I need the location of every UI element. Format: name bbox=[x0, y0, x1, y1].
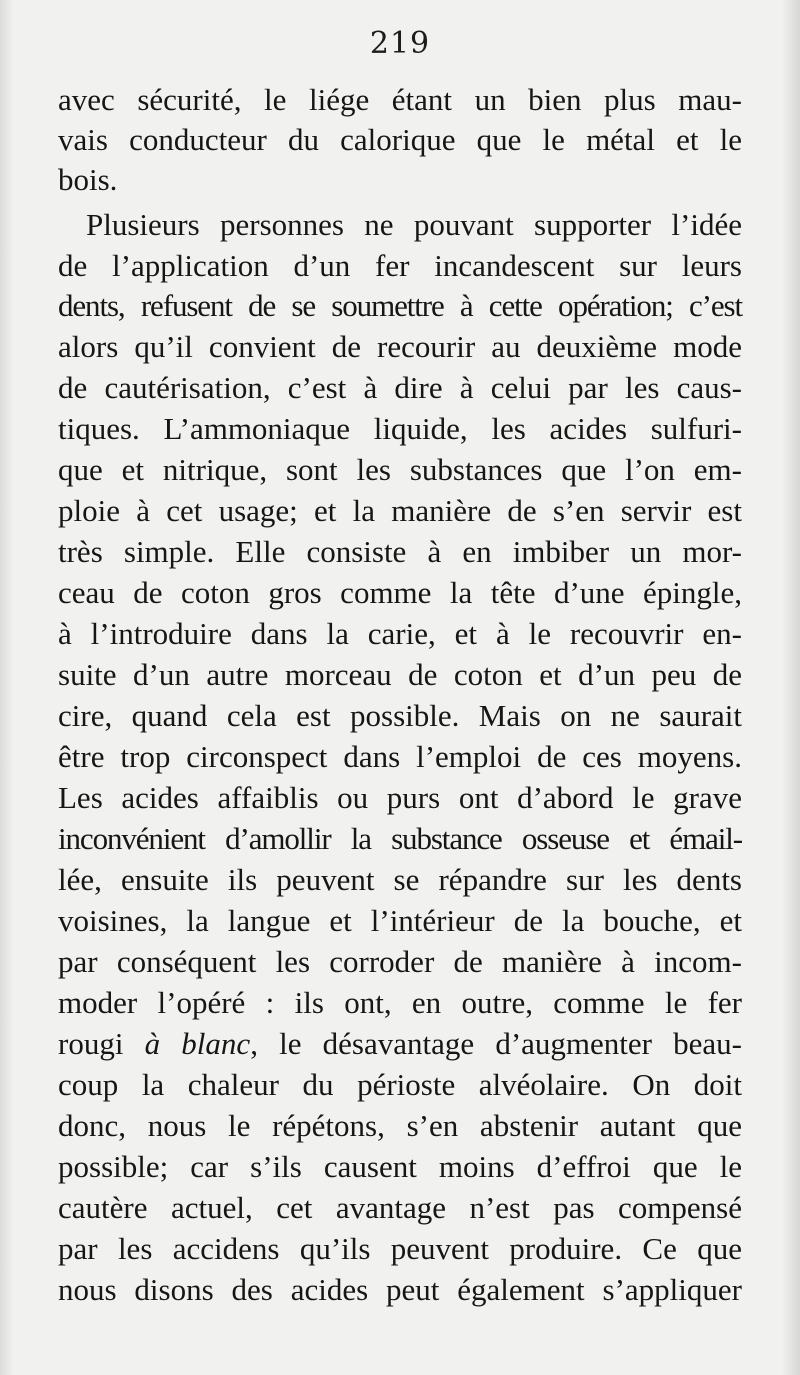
text-line: Les acides affaiblis ou purs ont d’abord le grave bbox=[58, 780, 742, 815]
text-line: coup la chaleur du périoste alvéolaire. On doit bbox=[58, 1067, 742, 1102]
text-segment: , le désavantage d’augmenter beau- bbox=[250, 1026, 743, 1061]
text-line: avec sécurité, le liége étant un bien plus mau- bbox=[58, 82, 742, 117]
text-line: être trop circonspect dans l’emploi de ces moyens. bbox=[58, 739, 742, 774]
text-line: par les accidens qu’ils peuvent produire. Ce que bbox=[58, 1231, 742, 1266]
text-line: tiques. L’ammoniaque liquide, les acides sulfuri- bbox=[58, 411, 742, 446]
text-line: cautère actuel, cet avantage n’est pas compensé bbox=[58, 1190, 742, 1225]
text-line: de cautérisation, c’est à dire à celui par les caus- bbox=[58, 370, 742, 405]
text-line: donc, nous le répétons, s’en abstenir autant que bbox=[58, 1108, 742, 1143]
text-segment: rougi bbox=[58, 1026, 145, 1061]
page-edge-left bbox=[0, 0, 14, 1375]
text-line: nous disons des acides peut également s’appliquer bbox=[58, 1272, 742, 1307]
page-number: 219 bbox=[369, 26, 431, 61]
text-line: très simple. Elle consiste à en imbiber un mor- bbox=[58, 534, 742, 569]
text-line: ceau de coton gros comme la tête d’une épingle, bbox=[58, 575, 742, 610]
text-line: suite d’un autre morceau de coton et d’un peu de bbox=[58, 657, 742, 692]
text-line bbox=[58, 1022, 742, 1066]
text-line: lée, ensuite ils peuvent se répandre sur les dents bbox=[58, 862, 742, 897]
page-edge-right bbox=[782, 0, 800, 1375]
italic-phrase: à blanc bbox=[144, 1026, 251, 1061]
text-line: voisines, la langue et l’intérieur de la bouche, et bbox=[58, 903, 742, 938]
text-line: que et nitrique, sont les substances que l’on em- bbox=[58, 452, 742, 487]
text-line: de l’application d’un fer incandescent sur leurs bbox=[58, 248, 742, 283]
text-line: inconvénient d’amollir la substance osseuse et émail- bbox=[58, 821, 742, 856]
text-line: moder l’opéré : ils ont, en outre, comme le fer bbox=[58, 985, 742, 1020]
text-line: à l’introduire dans la carie, et à le recouvrir en- bbox=[58, 616, 742, 651]
text-line: dents, refusent de se soumettre à cette opération; c’est bbox=[58, 288, 742, 323]
text-line: par conséquent les corroder de manière à incom- bbox=[58, 944, 742, 979]
text-line: vais conducteur du calorique que le métal et le bbox=[58, 122, 742, 157]
paragraph-first-line: Plusieurs personnes ne pouvant supporter l’idée bbox=[86, 207, 742, 242]
text-line: possible; car s’ils causent moins d’effroi que le bbox=[58, 1149, 742, 1184]
text-line: ploie à cet usage; et la manière de s’en servir est bbox=[58, 493, 742, 528]
text-line: bois. bbox=[58, 162, 118, 197]
text-line: alors qu’il convient de recourir au deuxième mode bbox=[58, 329, 742, 364]
text-line: cire, quand cela est possible. Mais on ne saurait bbox=[58, 698, 742, 733]
